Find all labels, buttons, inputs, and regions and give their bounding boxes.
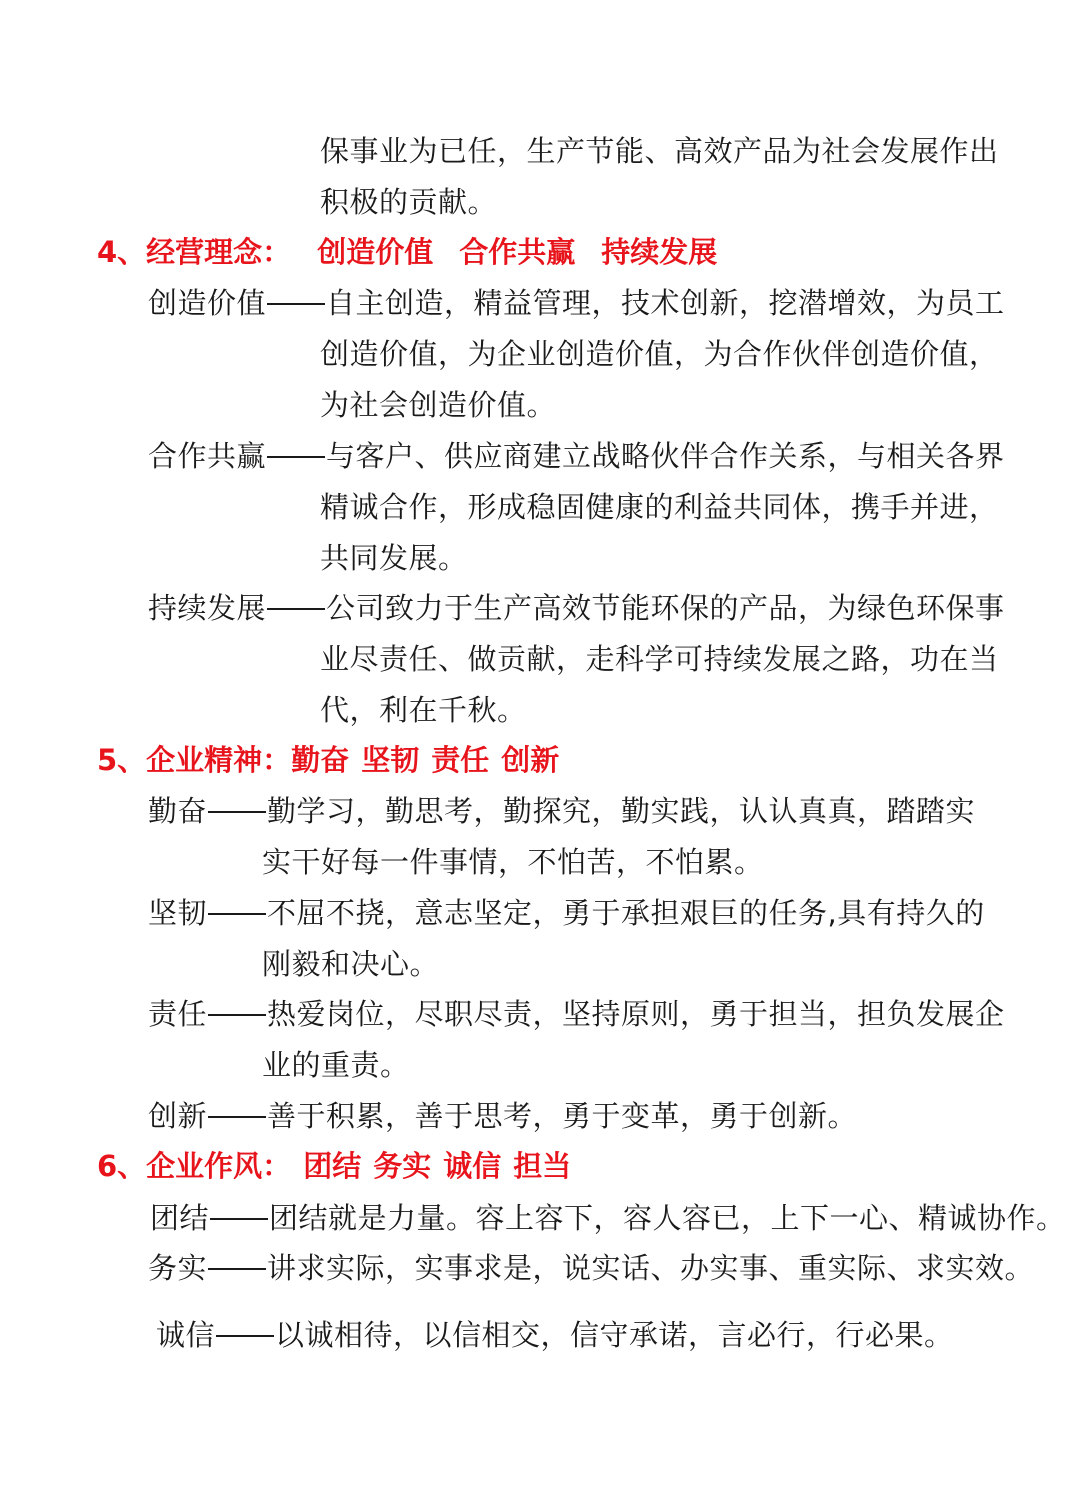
section-5-item-3-line-2: 业的重责。 xyxy=(262,1048,410,1082)
section-6-keyword-2: 务实 xyxy=(373,1149,432,1183)
section-5-keyword-3: 责任 xyxy=(431,743,490,777)
section-4-item-3-term: 持续发展 xyxy=(148,591,267,625)
section-4-keyword-1: 创造价值 xyxy=(317,235,434,269)
section-6-item-3-term: 诚信 xyxy=(156,1318,216,1352)
section-5-item-3-line-1: 责任 热爱岗位，尽职尽责，坚持原则，勇于担当，担负发展企 xyxy=(148,997,1005,1031)
section-5-item-3-term: 责任 xyxy=(148,997,208,1031)
section-5-item-2-line-1: 坚韧 不屈不挠，意志坚定，勇于承担艰巨的任务,具有持久的 xyxy=(148,896,985,930)
em-dash xyxy=(208,1014,266,1016)
em-dash xyxy=(208,1268,266,1270)
section-6-keyword-4: 担当 xyxy=(513,1149,572,1183)
em-dash xyxy=(210,1218,268,1220)
section-4-title: 4、经营理念： xyxy=(97,235,292,269)
intro-line-2: 积极的贡献。 xyxy=(320,185,498,219)
section-6-item-3-line-1: 诚信 以诚相待，以信相交，信守承诺，言必行，行必果。 xyxy=(156,1318,954,1352)
em-dash xyxy=(208,1116,266,1118)
section-4-item-3-line-3: 代，利在千秋。 xyxy=(320,693,527,727)
section-4-item-2-line-3: 共同发展。 xyxy=(320,541,468,575)
section-6-item-1-line-1: 团结 团结就是力量。容上容下，容人容已，上下一心、精诚协作。 xyxy=(150,1201,1066,1235)
section-4-item-1-line-2: 创造价值，为企业创造价值，为合作伙伴创造价值， xyxy=(320,337,999,371)
intro-line-1: 保事业为已任，生产节能、高效产品为社会发展作出 xyxy=(320,134,999,168)
section-6-item-2-line-1: 务实 讲求实际，实事求是，说实话、办实事、重实际、求实效。 xyxy=(148,1251,1035,1285)
section-5-item-2-term: 坚韧 xyxy=(148,896,208,930)
section-6-title: 6、企业作风： xyxy=(97,1149,292,1183)
section-4-heading xyxy=(97,232,717,272)
section-6-heading xyxy=(97,1146,571,1186)
section-4-item-2-term: 合作共赢 xyxy=(148,439,267,473)
em-dash xyxy=(208,913,266,915)
section-4-keyword-3: 持续发展 xyxy=(601,235,718,269)
section-6-keyword-3: 诚信 xyxy=(443,1149,502,1183)
section-4-item-2-line-2: 精诚合作，形成稳固健康的利益共同体，携手并进， xyxy=(320,490,999,524)
section-5-keyword-2: 坚韧 xyxy=(361,743,420,777)
section-4-item-2-line-1: 合作共赢 与客户、供应商建立战略伙伴合作关系，与相关各界 xyxy=(148,439,1005,473)
em-dash xyxy=(267,608,325,610)
section-5-item-1-line-1: 勤奋 勤学习，勤思考，勤探究，勤实践，认认真真，踏踏实 xyxy=(148,794,976,828)
section-4-keyword-2: 合作共赢 xyxy=(459,235,576,269)
section-4-item-3-line-2: 业尽责任、做贡献，走科学可持续发展之路，功在当 xyxy=(320,642,999,676)
section-5-item-4-term: 创新 xyxy=(148,1099,208,1133)
section-5-keyword-4: 创新 xyxy=(501,743,560,777)
em-dash xyxy=(267,456,325,458)
section-5-item-4-line-1: 创新 善于积累，善于思考，勇于变革，勇于创新。 xyxy=(148,1099,858,1133)
section-6-item-1-term: 团结 xyxy=(150,1201,210,1235)
section-5-heading xyxy=(97,740,559,780)
section-4-item-1-term: 创造价值 xyxy=(148,286,267,320)
section-6-item-2-term: 务实 xyxy=(148,1251,208,1285)
section-4-item-1-line-1: 创造价值 自主创造，精益管理，技术创新，挖潜增效，为员工 xyxy=(148,286,1005,320)
section-6-keyword-1: 团结 xyxy=(303,1149,362,1183)
section-5-item-1-line-2: 实干好每一件事情，不怕苦，不怕累。 xyxy=(262,845,764,879)
section-5-title: 5、企业精神： xyxy=(97,743,292,777)
em-dash xyxy=(267,303,325,305)
section-4-item-1-line-3: 为社会创造价值。 xyxy=(320,388,557,422)
section-4-item-3-line-1: 持续发展 公司致力于生产高效节能环保的产品，为绿色环保事 xyxy=(148,591,1005,625)
section-5-item-2-line-2: 刚毅和决心。 xyxy=(262,947,440,981)
em-dash xyxy=(216,1335,274,1337)
section-5-item-1-term: 勤奋 xyxy=(148,794,208,828)
section-5-keyword-1: 勤奋 xyxy=(291,743,350,777)
em-dash xyxy=(208,811,266,813)
